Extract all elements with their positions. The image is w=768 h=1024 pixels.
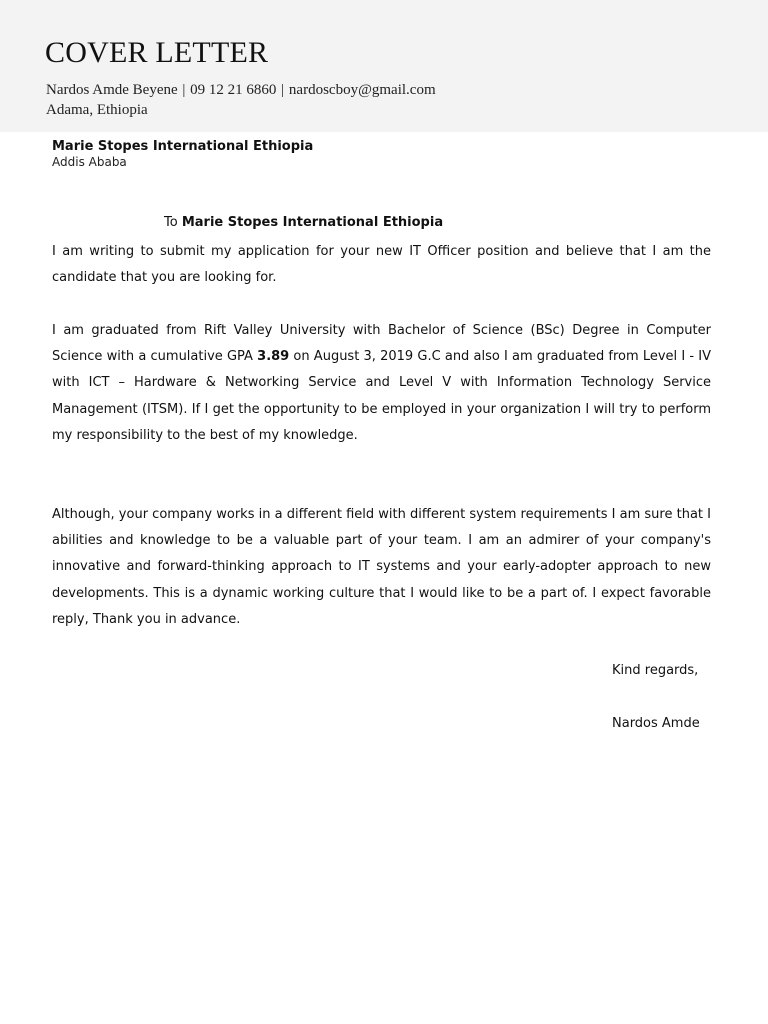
paragraph-motivation: Although, your company works in a different field with different system requirements I am sure that I abilities and knowledge to be a valuable part of your team. I am an admirer of your company's innovative and forward-thinking approach to IT systems and your early-adopter approach to new developments. This is a dynamic working culture that I would like to be a part of. I expect favorable reply, Thank you in advance. [52,507,711,627]
paragraph-education [52,318,711,449]
salutation-organization: Marie Stopes International Ethiopia [181,215,444,230]
salutation-prefix: To [164,215,178,230]
paragraph-education-end: on August 3, 2019 G.C and also I am graduated from Level I - IV with ICT – Hardware & Networking Service and Level V with Information Technology Service Management (ITSM). If I get the opportunity to be employed in your organization I will try to perform my responsibility to the best of my knowledge. [52,349,711,443]
separator: | [281,82,285,98]
applicant-email: nardoscboy@gmail.com [288,82,436,98]
separator: | [182,82,186,98]
salutation [164,215,443,231]
applicant-name: Nardos Amde Beyene [46,82,178,98]
contact-line [46,81,436,99]
recipient-organization: Marie Stopes International Ethiopia [52,139,314,154]
document-title: COVER LETTER [45,36,269,69]
closing-regards: Kind regards, [612,663,699,678]
applicant-phone: 09 12 21 6860 [190,82,277,98]
gpa-value: 3.89 [257,349,290,365]
paragraph-intro: I am writing to submit my application for your new IT Officer position and believe that I am the candidate that you are looking for. [52,244,711,286]
paragraph-education-start: I am graduated from Rift Valley University with Bachelor of Science (BSc) Degree in Computer Science with a cumulative GPA [52,323,711,365]
recipient-city: Addis Ababa [52,155,127,169]
signature-name: Nardos Amde [612,716,700,731]
applicant-location: Adama, Ethiopia [46,102,148,118]
